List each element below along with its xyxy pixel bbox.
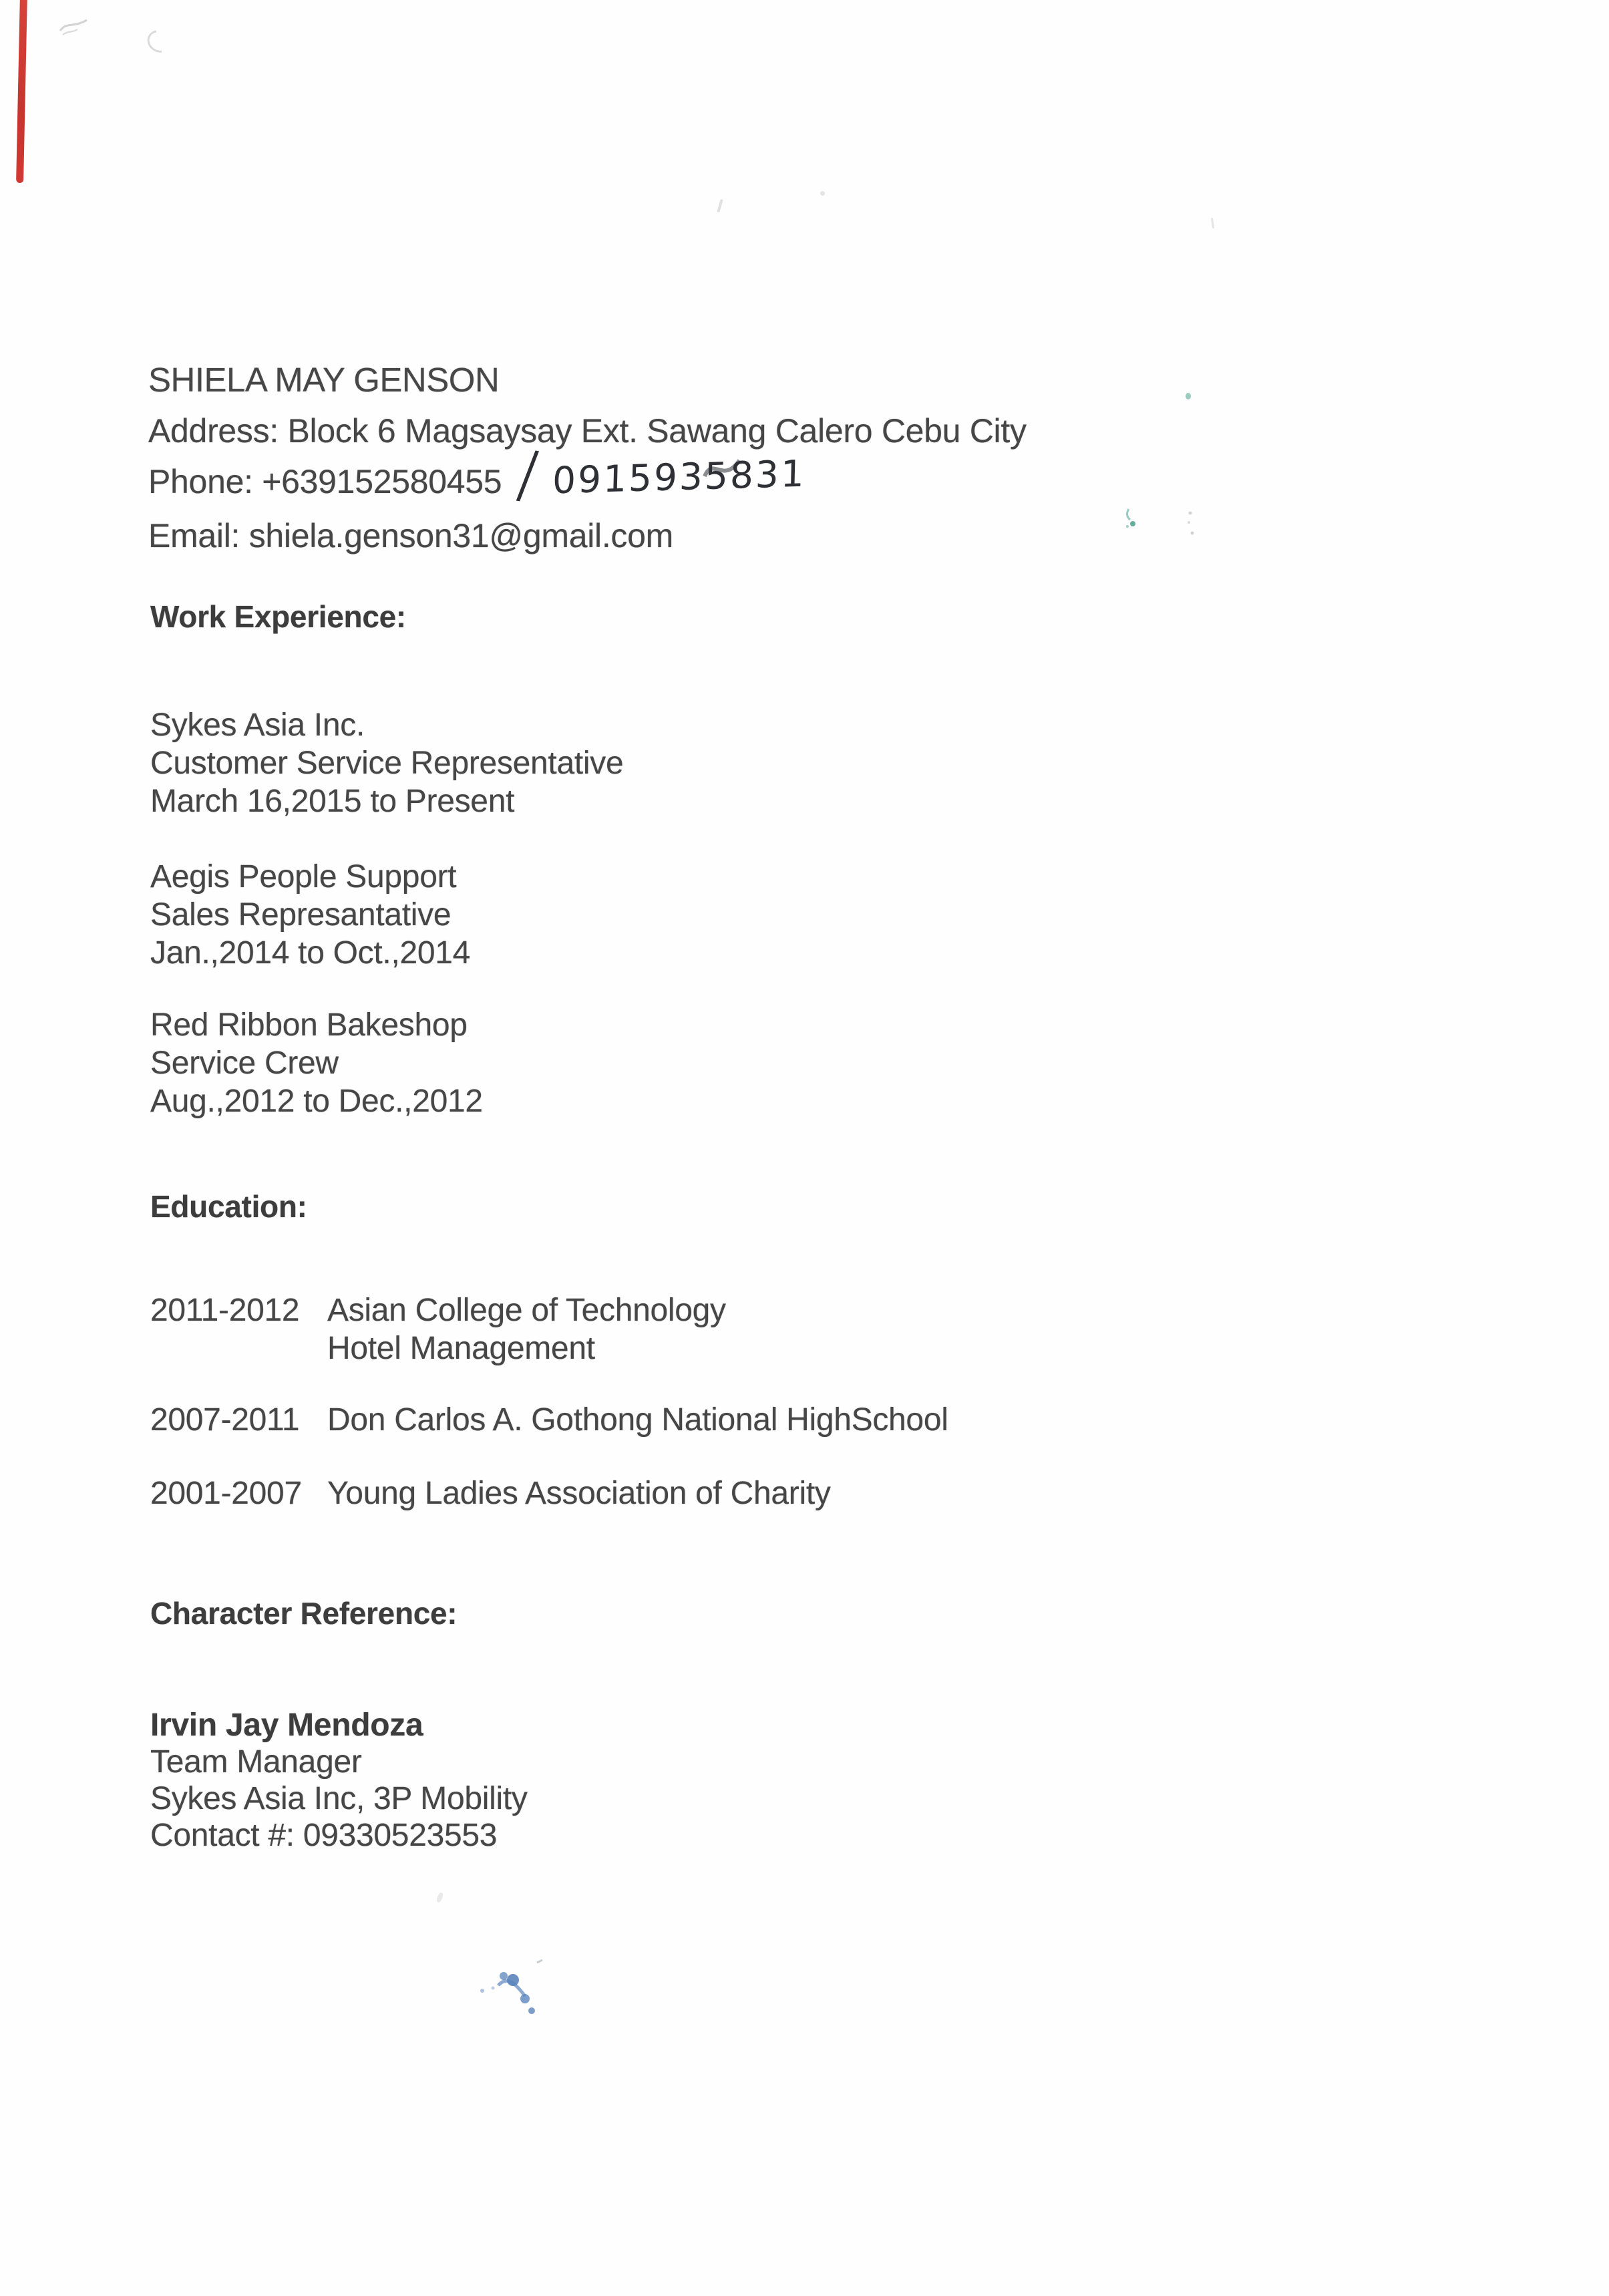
scan-speck <box>435 1892 443 1903</box>
course-line: Hotel Management <box>327 1331 595 1366</box>
period-line: Aug.,2012 to Dec.,2012 <box>150 1084 483 1119</box>
handwritten-phone <box>514 436 807 513</box>
phone-line <box>148 436 1027 513</box>
email-line: Email: shiela.genson31@gmail.com <box>148 517 673 554</box>
reference-contact: Contact #: 09330523553 <box>150 1818 498 1853</box>
pencil-arc-mark <box>143 26 175 57</box>
education-entry <box>150 1474 831 1512</box>
red-pen-mark <box>16 0 27 183</box>
scan-speck <box>717 199 723 212</box>
role-line: Customer Service Representative <box>150 746 624 781</box>
reference-role: Team Manager <box>150 1744 362 1780</box>
phone-printed: Phone: +639152580455 <box>148 463 502 500</box>
period-line: March 16,2015 to Present <box>150 784 515 819</box>
education-school-block <box>327 1291 726 1367</box>
school-line: Don Carlos A. Gothong National HighSchool <box>327 1402 948 1438</box>
job-entry <box>150 858 470 972</box>
education-entry <box>150 1291 726 1367</box>
school-line: Asian College of Technology <box>327 1293 726 1328</box>
company-line: Sykes Asia Inc. <box>150 707 365 743</box>
contact-header <box>148 355 1027 561</box>
education-entry <box>150 1401 948 1439</box>
scan-speck <box>820 191 825 196</box>
section-title-character-reference: Character Reference: <box>150 1596 458 1631</box>
reference-entry <box>150 1707 528 1854</box>
gray-ink-specks <box>1186 510 1197 537</box>
teal-ink-speck <box>1186 393 1191 399</box>
education-school-block <box>327 1474 831 1512</box>
person-name: SHIELA MAY GENSON <box>148 361 500 399</box>
role-line: Sales Represantative <box>150 897 452 933</box>
school-line: Young Ladies Association of Charity <box>327 1476 831 1511</box>
company-line: Red Ribbon Bakeshop <box>150 1007 468 1043</box>
address-line: Address: Block 6 Magsaysay Ext. Sawang Calero Cebu City <box>148 412 1027 450</box>
section-title-work-experience: Work Experience: <box>150 599 406 634</box>
pencil-mark-icon <box>59 17 90 37</box>
reference-company: Sykes Asia Inc, 3P Mobility <box>150 1781 528 1816</box>
period-line: Jan.,2014 to Oct.,2014 <box>150 935 471 971</box>
education-years: 2001-2007 <box>150 1476 302 1511</box>
handwritten-number: 0915935831 <box>552 452 807 502</box>
education-years: 2007-2011 <box>150 1402 300 1438</box>
role-line: Service Crew <box>150 1045 339 1081</box>
education-years: 2011-2012 <box>150 1293 300 1328</box>
teal-ink-mark <box>1125 508 1138 529</box>
company-line: Aegis People Support <box>150 859 457 894</box>
reference-name: Irvin Jay Mendoza <box>150 1707 423 1743</box>
job-entry <box>150 706 623 820</box>
scan-speck <box>1211 218 1214 228</box>
job-entry <box>150 1006 483 1120</box>
section-title-education: Education: <box>150 1189 307 1224</box>
education-school-block <box>327 1401 948 1439</box>
blue-ink-smudge-icon <box>476 1956 569 2029</box>
handwritten-slash: / <box>514 436 541 513</box>
